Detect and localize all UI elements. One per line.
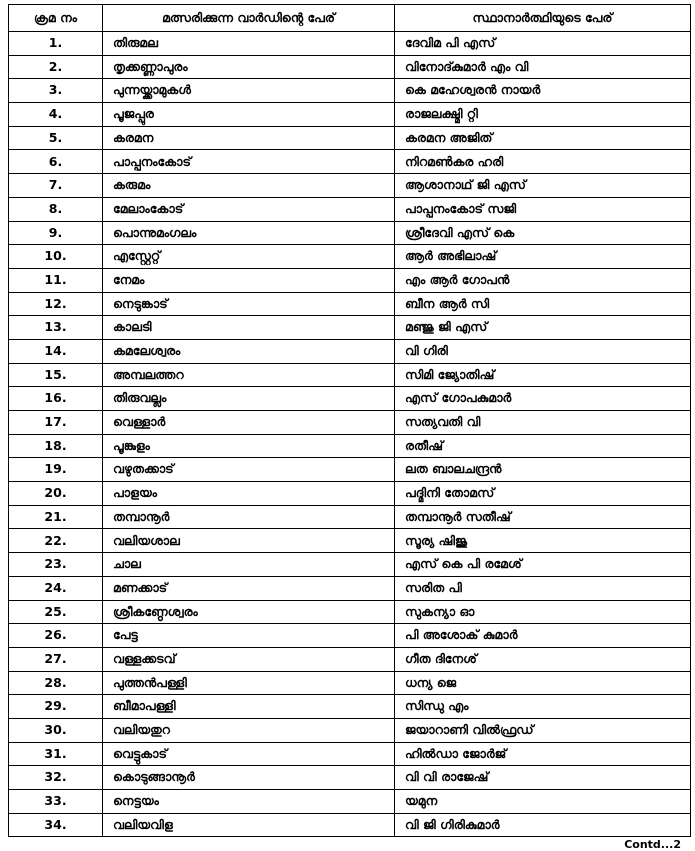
table-row [9,553,691,577]
candidate-name-cell: കരമന അജിത് [395,126,691,150]
candidate-name-cell: ലത ബാലചന്ദ്രൻ [395,458,691,482]
serial-number-cell: 2. [9,55,103,79]
table-row [9,103,691,127]
serial-number-cell: 8. [9,197,103,221]
ward-name-cell: പാളയം [103,482,395,506]
serial-number-cell: 5. [9,126,103,150]
header-ward-name: മത്സരിക്കുന്ന വാർഡിന്റെ പേര് [103,5,395,32]
table-row [9,742,691,766]
ward-name-cell: വെട്ടുകാട് [103,742,395,766]
ward-name-cell: നേമം [103,268,395,292]
serial-number-cell: 33. [9,790,103,814]
ward-name-cell: പൂജപ്പുര [103,103,395,127]
serial-number-cell: 20. [9,482,103,506]
ward-name-cell: മണക്കാട് [103,576,395,600]
table-row [9,79,691,103]
candidate-name-cell: പദ്മിനി തോമസ് [395,482,691,506]
candidate-name-cell: ധന്യ ജെ [395,671,691,695]
table-row [9,813,691,837]
candidate-name-cell: ബീന ആർ സി [395,292,691,316]
serial-number-cell: 24. [9,576,103,600]
candidate-name-cell: വിനോദ്കുമാർ എം വി [395,55,691,79]
ward-name-cell: വഴുതക്കാട് [103,458,395,482]
candidate-name-cell: സുകന്യാ ഓ [395,600,691,624]
serial-number-cell: 30. [9,718,103,742]
candidate-name-cell: ഗീത ദിനേശ് [395,647,691,671]
ward-name-cell: തിരുവല്ലം [103,387,395,411]
table-row [9,647,691,671]
candidate-name-cell: എം ആർ ഗോപൻ [395,268,691,292]
serial-number-cell: 3. [9,79,103,103]
candidate-name-cell: കെ മഹേശ്വരൻ നായർ [395,79,691,103]
serial-number-cell: 21. [9,505,103,529]
serial-number-cell: 19. [9,458,103,482]
ward-name-cell: വലിയതുറ [103,718,395,742]
serial-number-cell: 11. [9,268,103,292]
serial-number-cell: 1. [9,32,103,56]
ward-name-cell: കൊടുങ്ങാനൂർ [103,766,395,790]
ward-name-cell: തൃക്കണ്ണാപുരം [103,55,395,79]
table-row [9,529,691,553]
table-row [9,32,691,56]
document-page [8,4,690,837]
header-serial-no: ക്രമ നം [9,5,103,32]
ward-name-cell: ശ്രീകണ്ഠേശ്വരം [103,600,395,624]
table-row [9,150,691,174]
serial-number-cell: 25. [9,600,103,624]
serial-number-cell: 15. [9,363,103,387]
candidate-name-cell: ജയാറാണി വിൽഫ്രഡ് [395,718,691,742]
header-candidate-name: സ്ഥാനാർത്ഥിയുടെ പേര് [395,5,691,32]
candidate-name-cell: സത്യവതി വി [395,411,691,435]
ward-name-cell: പുന്നയ്ക്കാമുകൾ [103,79,395,103]
serial-number-cell: 34. [9,813,103,837]
ward-name-cell: കരമന [103,126,395,150]
ward-name-cell: തമ്പാനൂർ [103,505,395,529]
candidate-name-cell: പി അശോക് കുമാർ [395,624,691,648]
ward-name-cell: നെടുങ്കാട് [103,292,395,316]
table-row [9,482,691,506]
candidate-name-cell: എസ് കെ പി രമേശ് [395,553,691,577]
candidate-table [8,4,691,837]
serial-number-cell: 28. [9,671,103,695]
table-row [9,434,691,458]
table-row [9,505,691,529]
serial-number-cell: 9. [9,221,103,245]
candidate-name-cell: എസ് ഗോപകുമാർ [395,387,691,411]
table-body [9,32,691,837]
ward-name-cell: പുത്തൻപള്ളി [103,671,395,695]
candidate-name-cell: തമ്പാനൂർ സതീഷ് [395,505,691,529]
candidate-name-cell: ശ്രീദേവി എസ് കെ [395,221,691,245]
serial-number-cell: 13. [9,316,103,340]
candidate-name-cell: രാജലക്ഷ്മി റ്റി [395,103,691,127]
table-row [9,268,691,292]
table-header [9,5,691,32]
candidate-name-cell: മഞ്ജു ജി എസ് [395,316,691,340]
ward-name-cell: ബീമാപള്ളി [103,695,395,719]
ward-name-cell: നെട്ടയം [103,790,395,814]
table-row [9,221,691,245]
candidate-name-cell: രതീഷ് [395,434,691,458]
serial-number-cell: 31. [9,742,103,766]
ward-name-cell: കാലടി [103,316,395,340]
ward-name-cell: മേലാംകോട് [103,197,395,221]
serial-number-cell: 23. [9,553,103,577]
table-row [9,55,691,79]
ward-name-cell: കരുമം [103,174,395,198]
ward-name-cell: വള്ളക്കടവ് [103,647,395,671]
serial-number-cell: 6. [9,150,103,174]
table-row [9,339,691,363]
candidate-name-cell: ആർ അഭിലാഷ് [395,245,691,269]
table-row [9,576,691,600]
ward-name-cell: പാപ്പനംകോട് [103,150,395,174]
table-row [9,387,691,411]
serial-number-cell: 26. [9,624,103,648]
table-row [9,718,691,742]
ward-name-cell: കമലേശ്വരം [103,339,395,363]
continued-note: Contd...2 [624,838,681,851]
candidate-name-cell: വി ജി ഗിരികുമാർ [395,813,691,837]
candidate-name-cell: പാപ്പനംകോട് സജി [395,197,691,221]
ward-name-cell: പേട്ട [103,624,395,648]
candidate-name-cell: ദേവിമ പി എസ് [395,32,691,56]
serial-number-cell: 16. [9,387,103,411]
table-row [9,174,691,198]
ward-name-cell: ചാല [103,553,395,577]
table-row [9,197,691,221]
serial-number-cell: 14. [9,339,103,363]
candidate-name-cell: സിന്ധു എം [395,695,691,719]
table-row [9,624,691,648]
ward-name-cell: പൂങ്കുളം [103,434,395,458]
serial-number-cell: 17. [9,411,103,435]
serial-number-cell: 10. [9,245,103,269]
candidate-name-cell: വി ഗിരി [395,339,691,363]
table-row [9,316,691,340]
ward-name-cell: പൊന്നുമംഗലം [103,221,395,245]
table-row [9,458,691,482]
serial-number-cell: 27. [9,647,103,671]
table-row [9,790,691,814]
candidate-name-cell: സിമി ജ്യോതിഷ് [395,363,691,387]
ward-name-cell: വെള്ളാർ [103,411,395,435]
serial-number-cell: 22. [9,529,103,553]
ward-name-cell: അമ്പലത്തറ [103,363,395,387]
candidate-name-cell: നിറമൺകര ഹരി [395,150,691,174]
ward-name-cell: വലിയശാല [103,529,395,553]
candidate-name-cell: യമുന [395,790,691,814]
candidate-name-cell: ഹിൽഡാ ജോർജ് [395,742,691,766]
serial-number-cell: 7. [9,174,103,198]
table-row [9,292,691,316]
serial-number-cell: 4. [9,103,103,127]
table-row [9,411,691,435]
serial-number-cell: 29. [9,695,103,719]
table-row [9,766,691,790]
table-row [9,600,691,624]
candidate-name-cell: വി വി രാജേഷ് [395,766,691,790]
serial-number-cell: 32. [9,766,103,790]
table-row [9,695,691,719]
ward-name-cell: വലിയവിള [103,813,395,837]
serial-number-cell: 12. [9,292,103,316]
table-row [9,363,691,387]
candidate-name-cell: ആശാനാഥ് ജി എസ് [395,174,691,198]
table-row [9,126,691,150]
table-row [9,671,691,695]
serial-number-cell: 18. [9,434,103,458]
ward-name-cell: തിരുമല [103,32,395,56]
candidate-name-cell: സൂര്യ ഷിജു [395,529,691,553]
ward-name-cell: എസ്റ്റേറ്റ് [103,245,395,269]
table-row [9,245,691,269]
header-row [9,5,691,32]
candidate-name-cell: സരിത പി [395,576,691,600]
